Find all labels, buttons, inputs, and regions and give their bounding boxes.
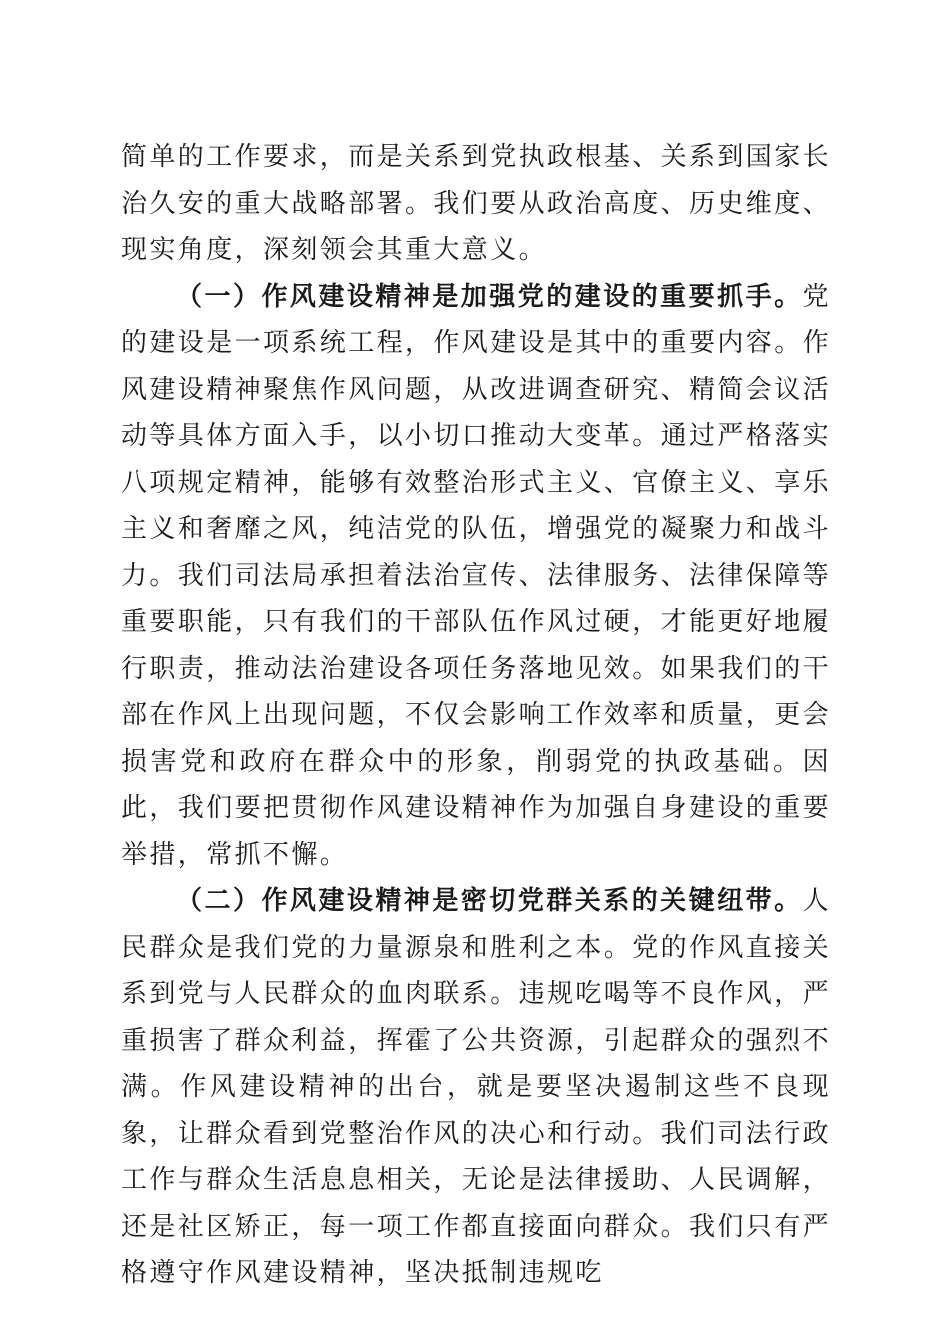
section-2-heading: （二）作风建设精神是密切党群关系的关键纽带。 (176, 886, 803, 916)
paragraph-section-1 (121, 274, 831, 879)
paragraph-intro-text: 简单的工作要求，而是关系到党执政根基、关系到国家长治久安的重大战略部署。我们要从政治高度、历史维度、现实角度，深刻领会其重大意义。 (121, 142, 832, 265)
section-2-text: 人民群众是我们党的力量源泉和胜利之本。党的作风直接关系到党与人民群众的血肉联系。违规吃喝等不良作风，严重损害了群众利益，挥霍了公共资源，引起群众的强烈不满。作风建设精神的出台，就是要坚决遏制这些不良现象，让群众看到党整治作风的决心和行动。我们司法行政工作与群众生活息息相关，无论是法律援助、人民调解，还是社区矫正，每一项工作都直接面向群众。我们只有严格遵守作风建设精神，坚决抵制违规吃 (121, 886, 832, 1288)
section-1-heading: （一）作风建设精神是加强党的建设的重要抓手。 (176, 281, 803, 312)
document-body (121, 134, 831, 1297)
paragraph-intro (121, 134, 831, 274)
section-1-text: 党的建设是一项系统工程，作风建设是其中的重要内容。作风建设精神聚焦作风问题，从改进调查研究、精简会议活动等具体方面入手，以小切口推动大变革。通过严格落实八项规定精神，能够有效整治形式主义、官僚主义、享乐主义和奢靡之风，纯洁党的队伍，增强党的凝聚力和战斗力。我们司法局承担着法治宣传、法律服务、法律保障等重要职能，只有我们的干部队伍作风过硬，才能更好地履行职责，推动法治建设各项任务落地见效。如果我们的干部在作风上出现问题，不仅会影响工作效率和质量，更会损害党和政府在群众中的形象，削弱党的执政基础。因此，我们要把贯彻作风建设精神作为加强自身建设的重要举措，常抓不懈。 (121, 281, 832, 870)
paragraph-section-2 (121, 878, 831, 1297)
